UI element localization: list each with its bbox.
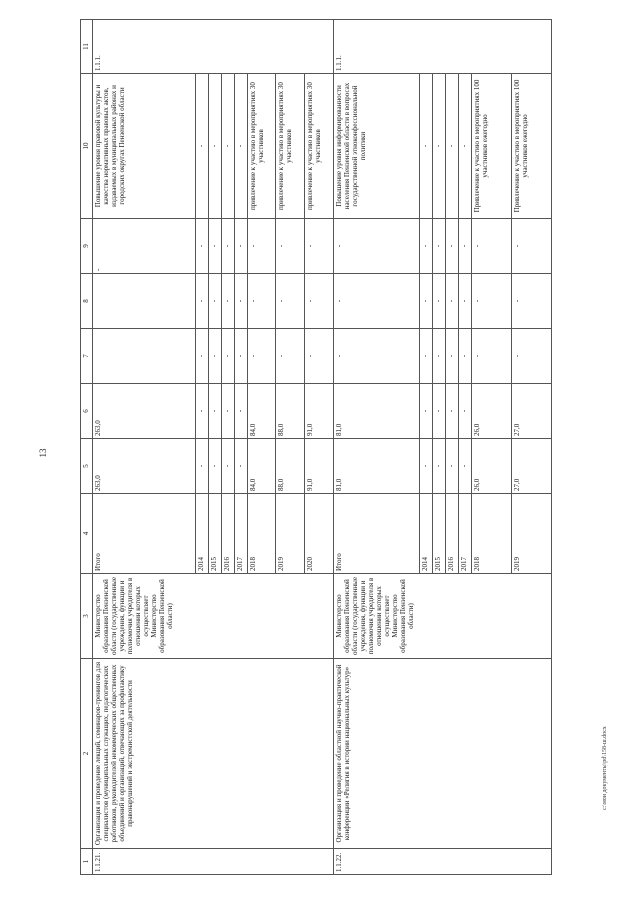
indicator-cell: Повышение уровня информированности населения Пензенской области в вопросах государственной этноконфессиональной политики (334, 74, 420, 219)
col-header-1: 1 (81, 849, 93, 875)
col-header-10: 10 (81, 74, 93, 219)
value-cell: - (276, 219, 305, 274)
value-cell: - (196, 274, 209, 329)
value-cell: - (459, 219, 472, 274)
year-cell: 2015 (433, 494, 446, 574)
value-cell: - (93, 219, 196, 274)
col-header-9: 9 (81, 219, 93, 274)
value-cell: 27,0 (512, 384, 552, 439)
value-cell: - (433, 384, 446, 439)
value-cell: - (209, 439, 222, 494)
value-cell: - (334, 274, 420, 329)
value-cell: - (209, 329, 222, 384)
value-cell: - (446, 384, 459, 439)
value-cell: - (222, 219, 235, 274)
value-cell: - (512, 329, 552, 384)
value-cell: - (512, 219, 552, 274)
value-cell: - (472, 219, 512, 274)
value-cell: - (248, 219, 276, 274)
table-row (93, 20, 196, 875)
value-cell: - (196, 384, 209, 439)
year-cell: 2016 (222, 494, 235, 574)
value-cell: - (209, 384, 222, 439)
value-cell: 263,0 (93, 384, 196, 439)
indicator-cell: - (446, 74, 459, 219)
value-cell: 88,0 (276, 384, 305, 439)
value-cell: - (459, 384, 472, 439)
page-number: 13 (38, 448, 48, 458)
value-cell: - (276, 329, 305, 384)
col-header-8: 8 (81, 274, 93, 329)
year-cell: 2016 (446, 494, 459, 574)
indicator-cell: привлечение к участию в мероприятиях 30 участников (276, 74, 305, 219)
year-cell: 2018 (472, 494, 512, 574)
value-cell: 91,0 (305, 384, 334, 439)
value-cell: - (472, 329, 512, 384)
value-cell: - (222, 274, 235, 329)
value-cell: - (334, 329, 420, 384)
value-cell (93, 329, 196, 384)
value-cell: - (512, 274, 552, 329)
item-name: Организация и проведение областной научно-практической конференции «Религия в истории национальных культур» (334, 659, 552, 849)
value-cell: - (420, 219, 433, 274)
col-header-4: 4 (81, 494, 93, 574)
col-header-5: 5 (81, 439, 93, 494)
value-cell: - (196, 439, 209, 494)
year-cell: 2019 (512, 494, 552, 574)
value-cell: 27,0 (512, 439, 552, 494)
value-cell: - (235, 439, 248, 494)
value-cell: - (248, 274, 276, 329)
value-cell: 81,0 (334, 439, 420, 494)
year-cell: 2014 (420, 494, 433, 574)
value-cell (93, 274, 196, 329)
footer-file-path: c:\мои документы\pd\158-ш.docx (602, 726, 608, 810)
value-cell: - (222, 384, 235, 439)
col-header-6: 6 (81, 384, 93, 439)
col-header-11: 11 (81, 20, 93, 74)
value-cell: - (235, 274, 248, 329)
item-number: 1.1.21. (93, 849, 334, 875)
year-cell: 2014 (196, 494, 209, 574)
indicator-cell: Привлечение к участию в мероприятиях 100 участников ежегодно (472, 74, 512, 219)
value-cell: - (305, 329, 334, 384)
value-cell: 81,0 (334, 384, 420, 439)
value-cell: - (433, 329, 446, 384)
indicator-cell: - (459, 74, 472, 219)
indicator-cell: привлечение к участию в мероприятиях 30 участников (305, 74, 334, 219)
value-cell: - (222, 439, 235, 494)
value-cell: - (420, 439, 433, 494)
indicator-cell: привлечение к участию в мероприятиях 30 участников (248, 74, 276, 219)
value-cell: - (334, 219, 420, 274)
col-header-3: 3 (81, 574, 93, 659)
year-cell: 2015 (209, 494, 222, 574)
value-cell: 91,0 (305, 439, 334, 494)
value-cell: - (235, 329, 248, 384)
value-cell: - (472, 274, 512, 329)
year-cell: 2017 (459, 494, 472, 574)
indicator-cell: Привлечение к участию в мероприятиях 100 участников ежегодно (512, 74, 552, 219)
year-cell: Итого (93, 494, 196, 574)
value-cell: - (276, 274, 305, 329)
rotated-table-page (80, 20, 640, 875)
year-cell: Итого (334, 494, 420, 574)
year-cell: 2019 (276, 494, 305, 574)
value-cell: 263,0 (93, 439, 196, 494)
value-cell: - (235, 219, 248, 274)
col-header-2: 2 (81, 659, 93, 849)
value-cell: 26,0 (472, 384, 512, 439)
indicator-link: 1.1.1. (334, 20, 552, 74)
table-row (334, 20, 420, 875)
year-cell: 2020 (305, 494, 334, 574)
value-cell: 84,0 (248, 384, 276, 439)
col-header-7: 7 (81, 329, 93, 384)
value-cell: - (433, 274, 446, 329)
value-cell: - (420, 329, 433, 384)
item-number: 1.1.22. (334, 849, 552, 875)
item-executor: Министерство образования Пензенской области (государственные учреждения, функции и полномочия учредителя в отношении которых осуществляет Министерство образования Пензенской области) (334, 574, 552, 659)
value-cell: - (433, 439, 446, 494)
value-cell: - (305, 274, 334, 329)
value-cell: - (196, 329, 209, 384)
value-cell: - (209, 274, 222, 329)
year-cell: 2018 (248, 494, 276, 574)
value-cell: - (446, 274, 459, 329)
indicator-cell: Повышение уровня правовой культуры и качества нормативных правовых актов, издаваемых в муниципальных районах и городских округах Пензенской области (93, 74, 196, 219)
value-cell: - (459, 439, 472, 494)
value-cell: - (196, 219, 209, 274)
header-row (81, 20, 93, 875)
value-cell: - (222, 329, 235, 384)
value-cell: - (446, 329, 459, 384)
indicator-link: 1.1.1. (93, 20, 334, 74)
value-cell: - (459, 274, 472, 329)
value-cell: 26,0 (472, 439, 512, 494)
value-cell: - (420, 274, 433, 329)
activities-table (80, 19, 552, 875)
indicator-cell: - (209, 74, 222, 219)
year-cell: 2017 (235, 494, 248, 574)
indicator-cell: - (222, 74, 235, 219)
value-cell: - (433, 219, 446, 274)
value-cell: - (420, 384, 433, 439)
value-cell: - (459, 329, 472, 384)
indicator-cell: - (420, 74, 433, 219)
indicator-cell: - (196, 74, 209, 219)
value-cell: 88,0 (276, 439, 305, 494)
value-cell: - (248, 329, 276, 384)
item-executor: Министерство образования Пензенской области (государственные учреждения, функции и полномочия учредителя в отношении которых осуществляет Министерство образования Пензенской области) (93, 574, 334, 659)
value-cell: - (305, 219, 334, 274)
indicator-cell: - (433, 74, 446, 219)
item-name: Организация и проведение лекций, семинаров-тренингов для специалистов (муниципальных служащих, педагогических работников, руководителей некоммерческих общественных объединений и организаций, отвечающих за профилактику правонарушений и экстремистской деятельности (93, 659, 334, 849)
value-cell: - (235, 384, 248, 439)
value-cell: 84,0 (248, 439, 276, 494)
value-cell: - (446, 439, 459, 494)
value-cell: - (446, 219, 459, 274)
value-cell: - (209, 219, 222, 274)
indicator-cell: - (235, 74, 248, 219)
